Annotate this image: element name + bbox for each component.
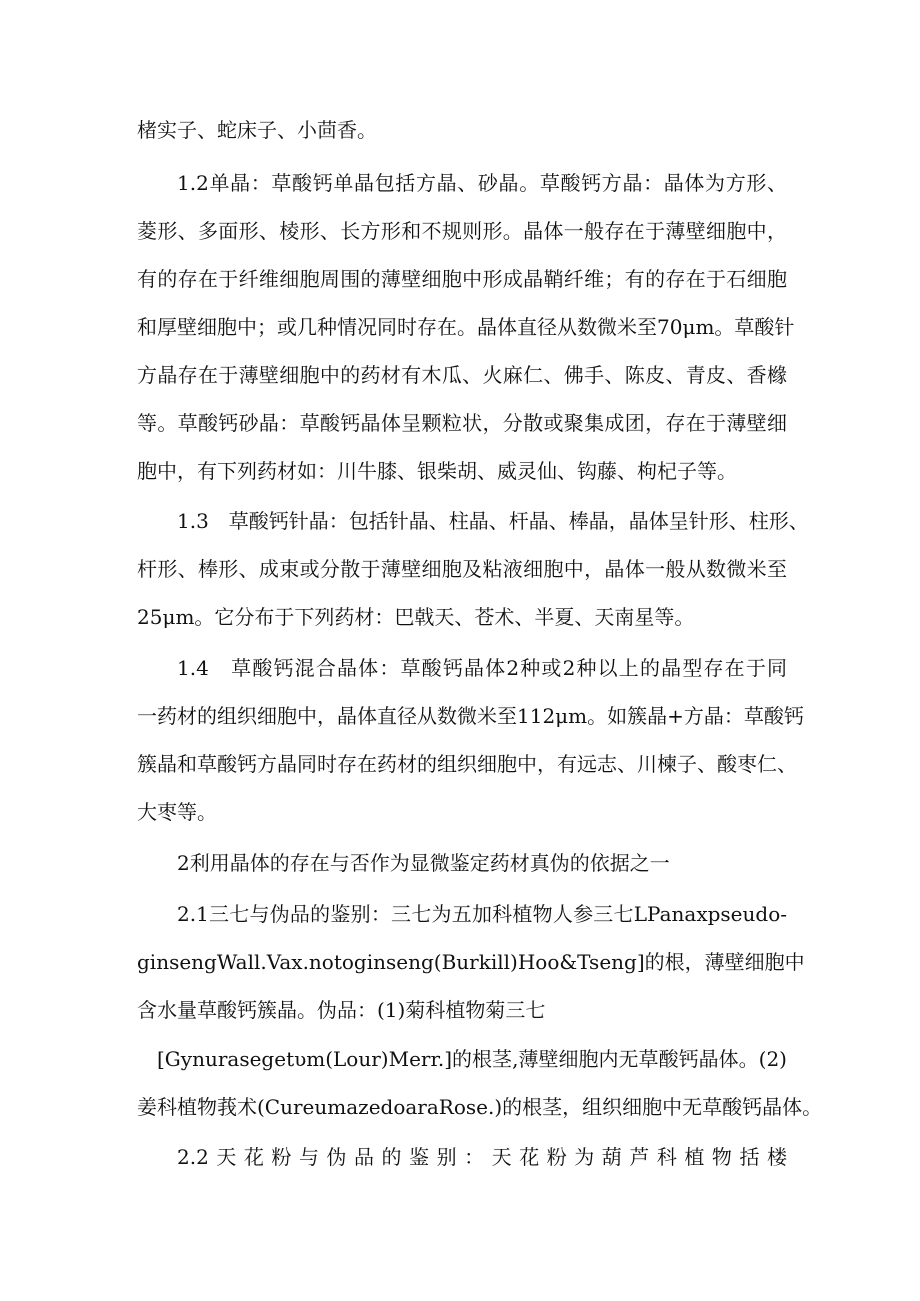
text-line: 有的存在于纤维细胞周围的薄壁细胞中形成晶鞘纤维；有的存在于石细胞 bbox=[137, 267, 787, 291]
text-line: 菱形、多面形、棱形、长方形和不规则形。晶体一般存在于薄壁细胞中， bbox=[137, 219, 787, 243]
text-line: 方晶存在于薄壁细胞中的药材有木瓜、火麻仁、佛手、陈皮、青皮、香橼 bbox=[137, 363, 787, 387]
text-line: 姜科植物莪术(CureumazedoaraRose.)的根茎，组织细胞中无草酸钙晶体。 bbox=[137, 1095, 823, 1119]
text-line: 2.1三七与伪品的鉴别：三七为五加科植物人参三七LPanaxpseudo- bbox=[177, 902, 787, 926]
text-line: 25μm。它分布于下列药材：巴戟天、苍术、半夏、天南星等。 bbox=[137, 605, 695, 629]
text-line: 大枣等。 bbox=[137, 800, 217, 824]
text-line: 楮实子、蛇床子、小茴香。 bbox=[137, 118, 377, 142]
text-line: 2.2天花粉与伪品的鉴别：天花粉为葫芦科植物括楼 bbox=[177, 1145, 787, 1169]
text-line: 等。草酸钙砂晶：草酸钙晶体呈颗粒状，分散或聚集成团，存在于薄壁细 bbox=[137, 411, 787, 435]
text-line: ginsengWall.Vax.notoginseng(Burkill)Hoo&Tseng]的根，薄壁细胞中 bbox=[137, 950, 805, 974]
text-line: 杆形、棒形、成束或分散于薄壁细胞及粘液细胞中，晶体一般从数微米至 bbox=[137, 557, 787, 581]
text-line: 1.3 草酸钙针晶：包括针晶、柱晶、杆晶、棒晶，晶体呈针形、柱形、 bbox=[177, 509, 809, 533]
text-line: 含水量草酸钙簇晶。伪品：(1)菊科植物菊三七 bbox=[137, 998, 546, 1022]
text-line: [Gynurasegetυm(Lour)Merr.]的根茎,薄壁细胞内无草酸钙晶体。(2) bbox=[157, 1047, 787, 1071]
section-heading: 2利用晶体的存在与否作为显微鉴定药材真伪的依据之一 bbox=[177, 851, 670, 875]
text-line: 簇晶和草酸钙方晶同时存在药材的组织细胞中，有远志、川楝子、酸枣仁、 bbox=[137, 752, 797, 776]
text-line: 一药材的组织细胞中，晶体直径从数微米至112μm。如簇晶+方晶：草酸钙 bbox=[137, 704, 804, 728]
text-line: 1.2单晶：草酸钙单晶包括方晶、砂晶。草酸钙方晶：晶体为方形、 bbox=[177, 171, 787, 195]
text-line: 1.4 草酸钙混合晶体：草酸钙晶体2种或2种以上的晶型存在于同 bbox=[177, 656, 787, 680]
text-line: 和厚壁细胞中；或几种情况同时存在。晶体直径从数微米至70μm。草酸针 bbox=[137, 315, 795, 339]
text-line: 胞中，有下列药材如：川牛膝、银柴胡、威灵仙、钩藤、枸杞子等。 bbox=[137, 459, 737, 483]
